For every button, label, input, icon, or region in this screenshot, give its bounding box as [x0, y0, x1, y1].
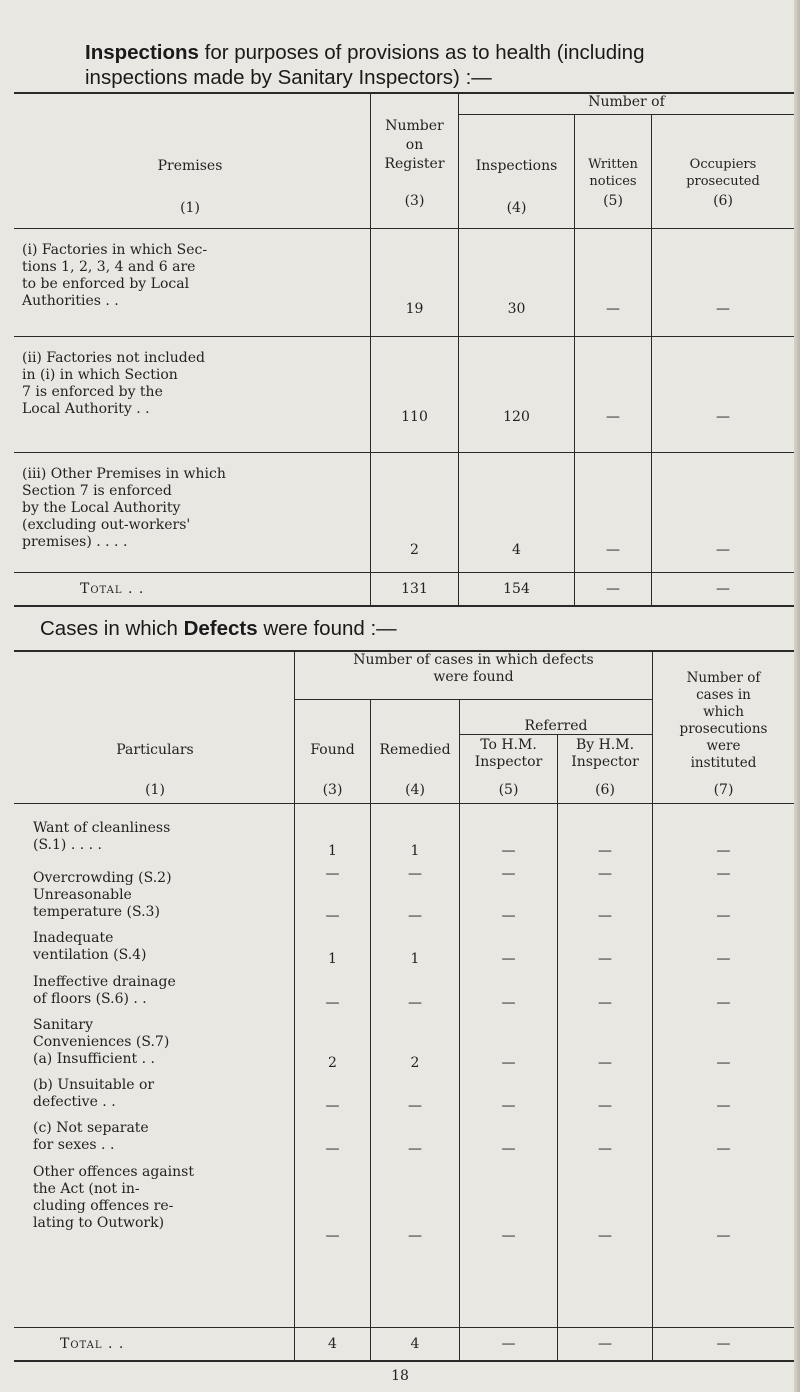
table1-header-premises-num: (1): [180, 200, 200, 216]
table2-row9-remedied: —: [408, 1228, 422, 1244]
table2-header-remedied-num: (4): [405, 782, 425, 798]
table1-row2-inspections: 120: [503, 409, 530, 425]
table1-row1-written: —: [606, 301, 620, 317]
table2-row7-prosecutions: —: [716, 1098, 731, 1114]
table2-row4-found: 1: [328, 951, 337, 967]
table2-row2-remedied: —: [408, 866, 422, 882]
table1-row3-rule: [14, 572, 794, 573]
table2-total-label: Total . .: [60, 1336, 125, 1352]
table2-row3-remedied: —: [408, 908, 422, 924]
table1-row1-occupiers: —: [716, 301, 730, 317]
table1-header-register-num: (3): [404, 193, 425, 209]
table1-row2-written: —: [606, 409, 620, 425]
table1-header-occupiers: Occupiers prosecuted: [686, 157, 760, 189]
table2-total-by-hm: —: [598, 1336, 612, 1352]
table1-row3-written: —: [606, 542, 620, 558]
table1-total-written: —: [606, 581, 620, 597]
table2-row9-label: Other offences against the Act (not in- cluding offences re- lating to Outwork): [33, 1164, 194, 1231]
table2-row8-by-hm: —: [598, 1141, 612, 1157]
table2-row4-label: Inadequate ventilation (S.4): [33, 930, 147, 963]
table2-row1-found: 1: [328, 843, 337, 859]
table2-header-by-hm: By H.M. Inspector: [571, 737, 639, 770]
table2-row5-to-hm: —: [501, 995, 516, 1011]
table2-row4-by-hm: —: [598, 951, 612, 967]
table1-row3-occupiers: —: [716, 542, 730, 558]
table2-total-rule: [14, 1327, 794, 1328]
table2-total-found: 4: [328, 1336, 337, 1352]
table2-row7-remedied: —: [408, 1098, 422, 1114]
table2-header-rule: [14, 803, 794, 804]
table2-vline-3: [459, 700, 460, 1361]
table2-row7-to-hm: —: [501, 1098, 516, 1114]
table1-row2-occupiers: —: [716, 409, 730, 425]
table2-total-remedied: 4: [410, 1336, 420, 1352]
table2-header-particulars-num: (1): [145, 782, 165, 798]
table2-vline-4: [557, 734, 558, 1361]
table2-row2-by-hm: —: [598, 866, 612, 882]
table2-row2-prosecutions: —: [716, 866, 731, 882]
table1-total-inspections: 154: [503, 581, 530, 597]
table2-row4-to-hm: —: [501, 951, 516, 967]
table2-bottom-rule: [14, 1360, 794, 1362]
table2-row2-label: Overcrowding (S.2): [33, 870, 172, 886]
table1-number-of-rule: [458, 114, 794, 115]
page-edge-shadow: [794, 0, 800, 1392]
page-number: 18: [391, 1368, 409, 1384]
table2-row6-prosecutions: —: [716, 1055, 731, 1071]
table2-row6-to-hm: —: [501, 1055, 516, 1071]
table2-header-to-hm-num: (5): [498, 782, 519, 798]
table2-row5-label: Ineffective drainage of floors (S.6) . .: [33, 974, 176, 1007]
table2-row8-to-hm: —: [501, 1141, 516, 1157]
table2-row4-prosecutions: —: [716, 951, 731, 967]
table2-row5-remedied: —: [408, 995, 422, 1011]
table2-header-found: Found: [310, 742, 355, 758]
table1-heading-line2: inspections made by Sanitary Inspectors) :—: [85, 66, 492, 89]
table2-header-prosecutions-num: (7): [713, 782, 734, 798]
table2-row9-found: —: [325, 1228, 340, 1244]
table1-row3-register: 2: [410, 542, 419, 558]
table2-row7-label: (b) Unsuitable or defective . .: [33, 1077, 155, 1110]
table2-row8-label: (c) Not separate for sexes . .: [33, 1120, 149, 1153]
table2-row6-remedied: 2: [410, 1055, 420, 1071]
table1-header-register: Number on Register: [384, 118, 445, 172]
table2-row1-by-hm: —: [598, 843, 612, 859]
table1-heading-bold: Inspections: [85, 41, 199, 64]
table2-row2-to-hm: —: [501, 866, 516, 882]
table2-row7-found: —: [325, 1098, 340, 1114]
table2-vline-2: [370, 700, 371, 1361]
table1-heading: [85, 40, 790, 65]
table2-header-referred: Referred: [524, 718, 588, 734]
table2-row5-found: —: [325, 995, 340, 1011]
table1-row2-register: 110: [401, 409, 428, 425]
table2-row1-remedied: 1: [410, 843, 420, 859]
table2-row3-to-hm: —: [501, 908, 516, 924]
table2-header-prosecutions: Number of cases in which prosecutions were instituted: [679, 670, 768, 771]
table2-row8-found: —: [325, 1141, 340, 1157]
table1-row1-register: 19: [405, 301, 424, 317]
table2-header-found-num: (3): [322, 782, 343, 798]
table2-row1-label: Want of cleanliness (S.1) . . . .: [33, 820, 171, 853]
table2-group-rule: [294, 699, 652, 700]
table1-total-label: Total . .: [80, 581, 145, 597]
table2-row6-label: Sanitary Conveniences (S.7) (a) Insufficient . .: [33, 1017, 170, 1067]
table2-header-group: Number of cases in which defects were found: [353, 652, 594, 685]
table2-heading-bold: Defects: [183, 617, 258, 640]
table1-heading-rest: for purposes of provisions as to health (including: [204, 41, 645, 64]
table2-row8-remedied: —: [408, 1141, 422, 1157]
table1-row3-label: (iii) Other Premises in which Section 7 is enforced by the Local Authority (excluding out-workers' premises) . . . .: [22, 466, 226, 550]
table1-row3-inspections: 4: [512, 542, 521, 558]
table2-header-to-hm: To H.M. Inspector: [474, 737, 543, 770]
table2-row3-found: —: [325, 908, 340, 924]
table2-row4-remedied: 1: [410, 951, 420, 967]
table1-header-inspections: Inspections: [475, 158, 558, 174]
table1-header-occupiers-num: (6): [713, 193, 733, 209]
table2-total-prosecutions: —: [716, 1336, 731, 1352]
table1-header-inspections-num: (4): [506, 200, 527, 216]
table1-row1-rule: [14, 336, 794, 337]
table1-total-register: 131: [401, 581, 428, 597]
table2-header-by-hm-num: (6): [595, 782, 615, 798]
table2-total-to-hm: —: [501, 1336, 516, 1352]
table2-heading-pre: Cases in which: [40, 617, 178, 640]
table2-row6-found: 2: [328, 1055, 337, 1071]
table2-row1-to-hm: —: [501, 843, 516, 859]
table2-row2-found: —: [325, 866, 340, 882]
table2-row3-by-hm: —: [598, 908, 612, 924]
table2-row5-prosecutions: —: [716, 995, 731, 1011]
table2-row9-to-hm: —: [501, 1228, 516, 1244]
table2-header-remedied: Remedied: [379, 742, 451, 758]
table2-row8-prosecutions: —: [716, 1141, 731, 1157]
table1-row2-rule: [14, 452, 794, 453]
table2-heading-post: were found :—: [263, 617, 397, 640]
table1-header-written: Written notices: [588, 157, 638, 189]
table2-heading: [40, 616, 745, 641]
table1-header-number-of: Number of: [588, 94, 665, 110]
table1-header-written-num: (5): [603, 193, 623, 209]
table1-header-premises: Premises: [157, 158, 223, 174]
table1-row1-inspections: 30: [507, 301, 526, 317]
table1-header-rule: [14, 228, 794, 229]
table2-row6-by-hm: —: [598, 1055, 612, 1071]
table2-row9-by-hm: —: [598, 1228, 612, 1244]
table2-row3-prosecutions: —: [716, 908, 731, 924]
table2-row3-label: Unreasonable temperature (S.3): [33, 887, 160, 920]
table1-total-occupiers: —: [716, 581, 730, 597]
table2-row1-prosecutions: —: [716, 843, 731, 859]
table2-row5-by-hm: —: [598, 995, 612, 1011]
table2-row7-by-hm: —: [598, 1098, 612, 1114]
table1-row1-label: (i) Factories in which Sec- tions 1, 2, 3, 4 and 6 are to be enforced by Local Authorities . .: [22, 242, 208, 309]
table1-row2-label: (ii) Factories not included in (i) in which Section 7 is enforced by the Local Authority . .: [22, 350, 205, 417]
table1-bottom-rule: [14, 605, 794, 607]
table2-header-particulars: Particulars: [116, 742, 194, 758]
table2-row9-prosecutions: —: [716, 1228, 731, 1244]
